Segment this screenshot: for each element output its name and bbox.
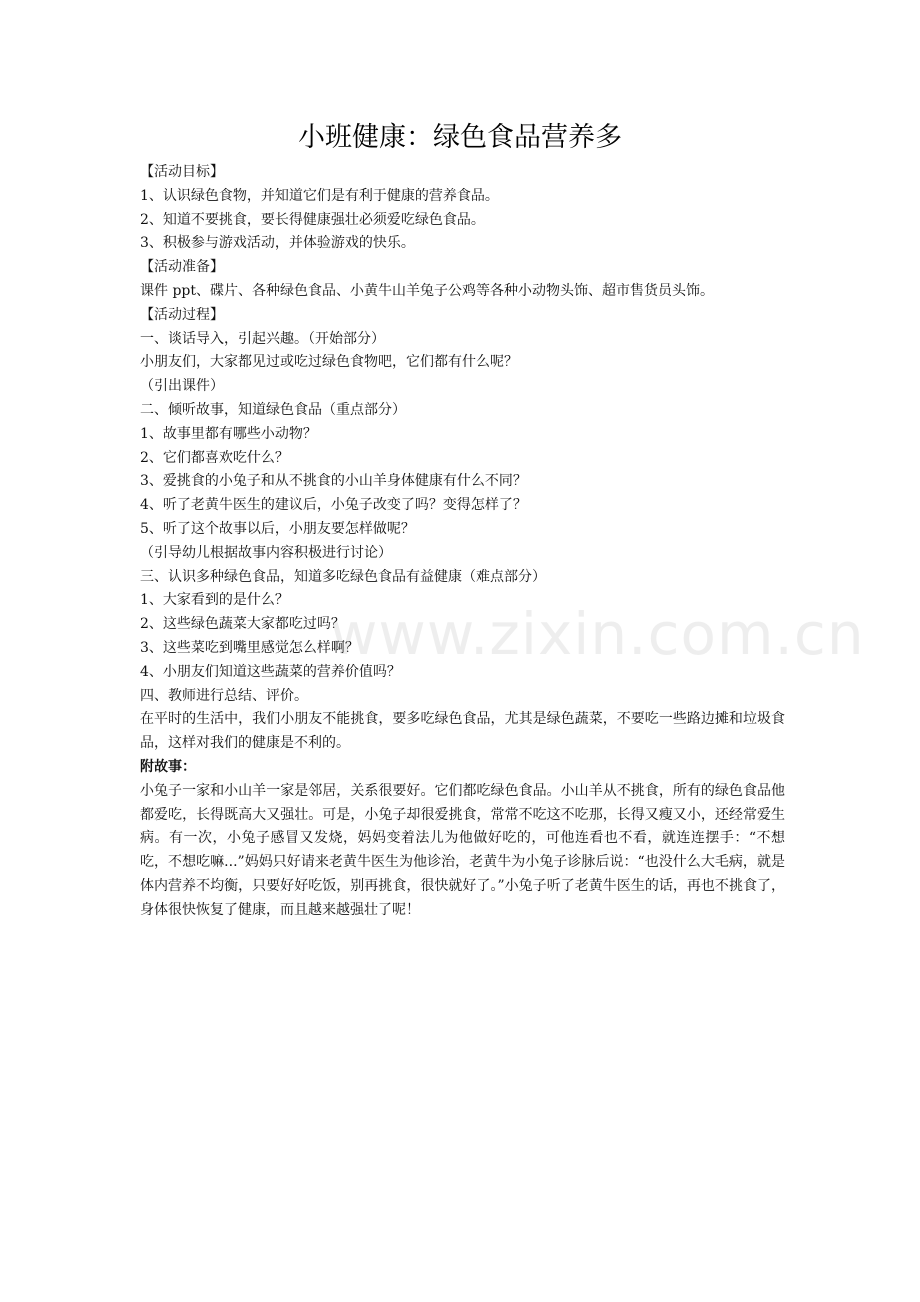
goal-item: 2、知道不要挑食，要长得健康强壮必须爱吃绿色食品。 xyxy=(140,211,485,228)
goal-item: 1、认识绿色食物，并知道它们是有利于健康的营养食品。 xyxy=(140,187,499,204)
process-note: （引导幼儿根据故事内容积极进行讨论） xyxy=(140,544,392,561)
question-item: 1、故事里都有哪些小动物？ xyxy=(140,425,317,442)
section-heading-goals: 【活动目标】 xyxy=(140,164,224,180)
process-step-heading: 四、教师进行总结、评价。 xyxy=(140,687,308,704)
question-item: 4、听了老黄牛医生的建议后，小兔子改变了吗？变得怎样了？ xyxy=(140,497,527,514)
process-text: 小朋友们，大家都见过或吃过绿色食物吧，它们都有什么呢？ xyxy=(140,354,518,371)
story-paragraph: 小兔子一家和小山羊一家是邻居，关系很要好。它们都吃绿色食品。小山羊从不挑食，所有的绿色食品他都爱吃，长得既高大又强壮。可是，小兔子却很爱挑食，常常不吃这不吃那，长得又瘦又小，还经常爱生病。有一次，小兔子感冒又发烧，妈妈变着法儿为他做好吃的，可他连看也不看，就连连摆手：“不想吃，不想吃嘛...”妈妈只好请来老黄牛医生为他诊治，老黄牛为小兔子诊脉后说：“也没什么大毛病，就是体内营养不均衡，只要好好吃饭，别再挑食，很快就好了。”小兔子听了老黄牛医生的话，再也不挑食了，身体很快恢复了健康，而且越来越强壮了呢！ xyxy=(140,782,785,918)
process-step-heading: 三、认识多种绿色食品，知道多吃绿色食品有益健康（难点部分） xyxy=(140,568,546,585)
process-step-heading: 二、倾听故事，知道绿色食品（重点部分） xyxy=(140,401,406,418)
goal-item: 3、积极参与游戏活动，并体验游戏的快乐。 xyxy=(140,235,415,252)
question-item: 2、这些绿色蔬菜大家都吃过吗？ xyxy=(140,616,345,633)
document-body xyxy=(140,161,785,923)
question-item: 1、大家看到的是什么？ xyxy=(140,592,289,609)
question-item: 3、爱挑食的小兔子和从不挑食的小山羊身体健康有什么不同？ xyxy=(140,473,527,490)
summary-paragraph: 在平时的生活中，我们小朋友不能挑食，要多吃绿色食品，尤其是绿色蔬菜，不要吃一些路边摊和垃圾食品，这样对我们的健康是不利的。 xyxy=(140,711,785,752)
section-heading-preparation: 【活动准备】 xyxy=(140,259,224,276)
question-item: 2、它们都喜欢吃什么？ xyxy=(140,449,289,466)
watermark: www.zixin.com.cn xyxy=(330,600,865,668)
process-step-heading: 一、谈话导入，引起兴趣。（开始部分） xyxy=(140,330,385,347)
question-item: 5、听了这个故事以后，小朋友要怎样做呢？ xyxy=(140,520,415,537)
section-heading-process: 【活动过程】 xyxy=(140,306,224,323)
process-note: （引出课件） xyxy=(140,378,224,395)
question-item: 3、这些菜吃到嘴里感觉怎么样啊？ xyxy=(140,639,359,656)
document-title: 小班健康：绿色食品营养多 xyxy=(298,122,622,153)
story-heading: 附故事： xyxy=(140,758,196,775)
preparation-text: 课件 ppt、碟片、各种绿色食品、小黄牛山羊兔子公鸡等各种小动物头饰、超市售货员头饰。 xyxy=(140,282,714,299)
question-item: 4、小朋友们知道这些蔬菜的营养价值吗？ xyxy=(140,663,401,680)
